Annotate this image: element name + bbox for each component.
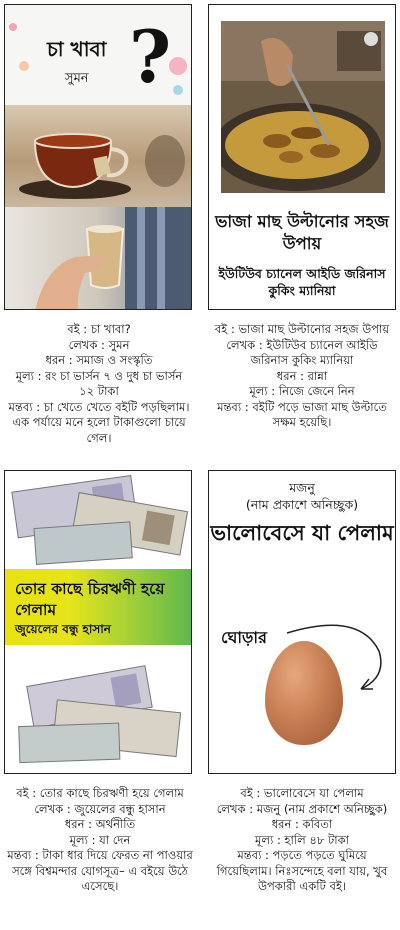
info-line: ধরন : অর্থনীতি	[64, 817, 136, 831]
info-line: বই : ভালোবেসে যা পেলাম	[240, 786, 364, 800]
decor-dot	[173, 85, 183, 95]
cover-author: জুয়েলের বন্ধু হাসান	[15, 622, 111, 636]
cover-title: ভাজা মাছ উল্টানোর সহজ উপায়	[215, 212, 389, 253]
banknotes-illustration	[5, 645, 192, 774]
info-line: বই : চা খাবা?	[67, 322, 131, 336]
tea-cup-photo	[5, 105, 191, 207]
info-line: মন্তব্য : পড়তে পড়তে ঘুমিয়ে গিয়েছিলাম। নিঃসন্দেহে বলা যায়, খুব উপকারী একটি বই।	[216, 848, 388, 893]
cover-title: চা খাবা	[47, 37, 107, 61]
question-mark: ?	[129, 14, 172, 99]
book-info-3	[6, 786, 194, 895]
info-line: বই : ভাজা মাছ উল্টানোর সহজ উপায়	[214, 322, 390, 336]
book-info-4	[210, 786, 394, 895]
info-line: মূল্য : রং চা ভার্সন ৭ ও দুধ চা ভার্সন ১২ টাকা	[15, 368, 183, 398]
info-line: লেখক : ইউটিউব চ্যানেল আইডি জরিনাস কুকিং ম্যানিয়া	[226, 337, 378, 367]
info-line: ধরন : কবিতা	[271, 817, 333, 831]
book-cover-cha-khaba	[4, 4, 192, 310]
info-line: লেখক : জুয়েলের বন্ধু হাসান	[34, 801, 166, 816]
book-cover-bhalobese	[208, 470, 396, 774]
egg-label: ঘোড়ার	[221, 628, 267, 647]
milk-tea-photo	[5, 207, 191, 310]
info-line: বই : তোর কাছে চিরঋণী হয়ে গেলাম	[16, 786, 184, 800]
decor-dot	[169, 57, 187, 75]
info-line: মূল্য : হালি ৪৮ টাকা	[255, 832, 349, 847]
cover-subtitle: ইউটিউব চ্যানেল আইডি জরিনাস কুকিং ম্যানিয়া	[218, 266, 386, 298]
cover-author: সুমন	[65, 71, 89, 86]
decor-dot	[19, 61, 29, 71]
info-line: লেখক : মজনু (নাম প্রকাশে অনিচ্ছুক)	[216, 801, 388, 816]
info-line: মূল্য : নিজে জেনে নিন	[249, 384, 355, 398]
cover-author: মজনু (নাম প্রকাশে অনিচ্ছুক)	[245, 480, 359, 512]
info-line: মন্তব্য : বইটি পড়ে ভাজা মাছ উল্টাতে সক্ষম হয়েছি।	[217, 399, 387, 429]
book-cover-bhaja-mach	[208, 4, 396, 310]
decor-dot	[9, 23, 17, 31]
info-line: মূল্য : যা দেন	[69, 832, 131, 847]
cover-title: ভালোবেসে যা পেলাম	[210, 521, 394, 545]
book-info-1	[8, 322, 190, 446]
info-line: মন্তব্য : টাকা ধার দিয়ে ফেরত না পাওয়ার সঙ্গে বিশ্বমন্দার যোগসূত্র– এ বইয়ে উঠে এসেছে।	[7, 848, 193, 893]
cover-title: তোর কাছে চিরঋণী হয়ে গেলাম	[15, 580, 165, 619]
info-line: মন্তব্য : চা খেতে খেতে বইটি পড়ছিলাম। এক পর্যায়ে মনে হলো টাকাগুলো চায়ে গেল।	[8, 399, 190, 445]
info-line: লেখক : সুমন	[68, 337, 130, 352]
cover-header	[5, 5, 191, 105]
info-line: ধরন : রান্না	[276, 368, 328, 383]
book-info-2	[210, 322, 394, 431]
frying-fish-photo	[221, 21, 385, 193]
book-cover-chirorini	[4, 470, 192, 774]
info-line: ধরন : সমাজ ও সংস্কৃতি	[45, 353, 153, 367]
banknotes-illustration	[5, 471, 192, 569]
